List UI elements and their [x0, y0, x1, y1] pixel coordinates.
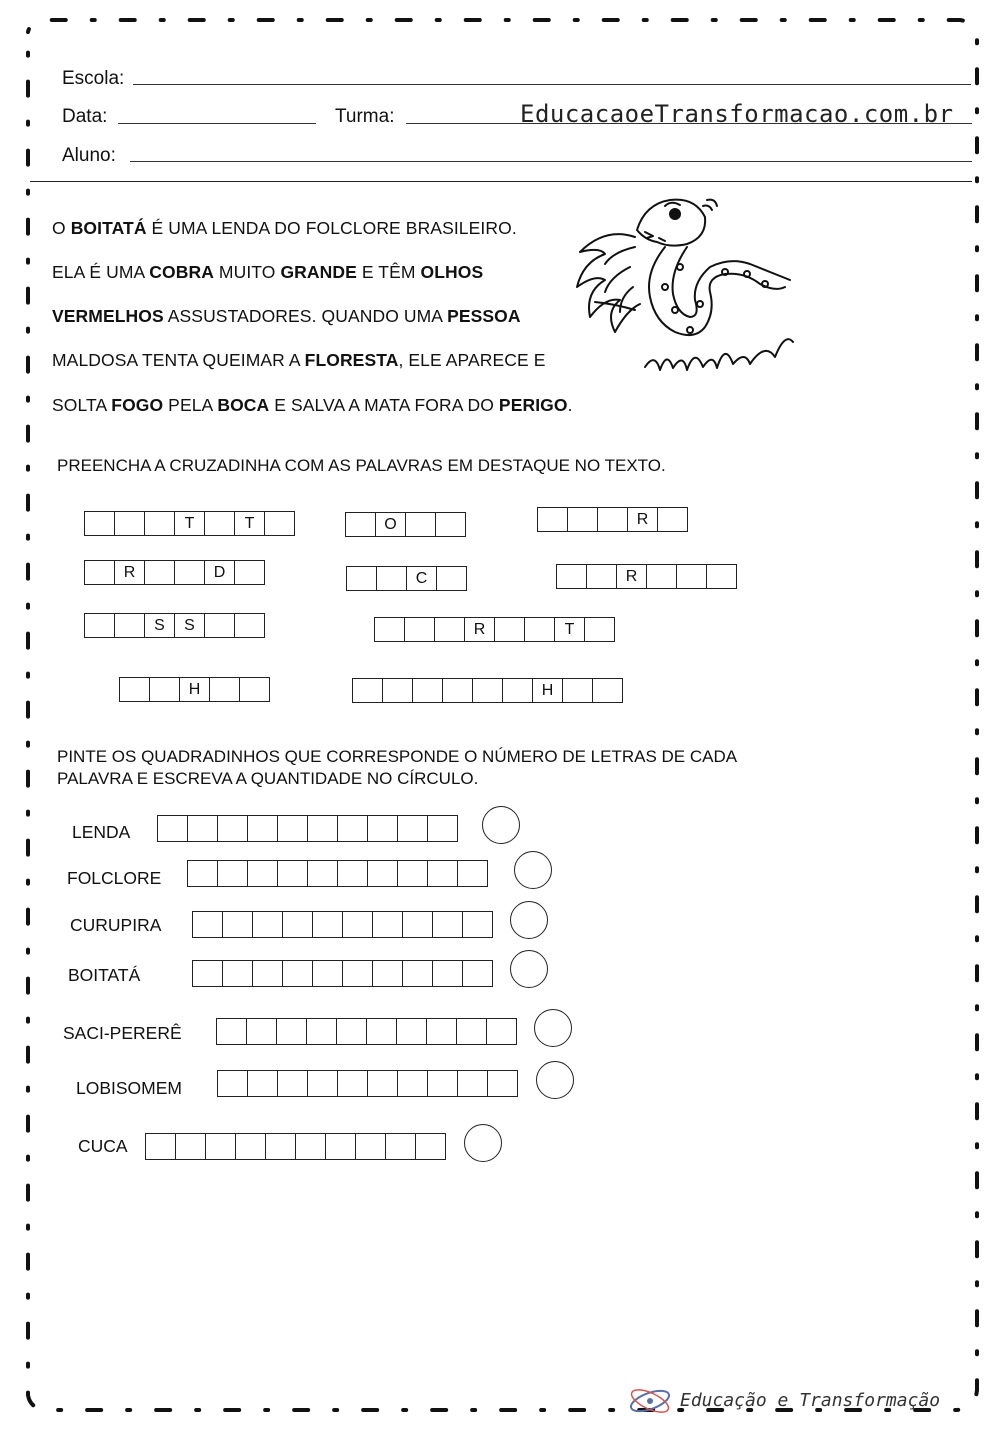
letter-box[interactable]	[397, 1070, 428, 1097]
crossword-instruction: PREENCHA A CRUZADINHA COM AS PALAVRAS EM DESTAQUE NO TEXTO.	[57, 456, 666, 475]
crossword-cell[interactable]	[204, 511, 235, 536]
letter-box[interactable]	[222, 911, 253, 938]
crossword-cell[interactable]	[84, 560, 115, 585]
letter-box[interactable]	[252, 911, 283, 938]
story-line-4: MALDOSA TENTA QUEIMAR A FLORESTA, ELE APARECE E	[52, 350, 546, 370]
student-field[interactable]	[130, 161, 972, 162]
crossword-word-9[interactable]	[119, 677, 270, 702]
letter-box[interactable]	[462, 911, 493, 938]
letter-box[interactable]	[456, 1018, 487, 1045]
letter-box[interactable]	[367, 815, 398, 842]
crossword-cell[interactable]	[114, 613, 145, 638]
crossword-cell[interactable]	[584, 617, 615, 642]
letter-box[interactable]	[282, 911, 313, 938]
brand-name: Educação e Transformação	[680, 1390, 941, 1411]
letter-box[interactable]	[277, 860, 308, 887]
crossword-cell[interactable]	[174, 560, 205, 585]
letter-box[interactable]	[367, 860, 398, 887]
story-line-3: VERMELHOS ASSUSTADORES. QUANDO UMA PESSOA	[52, 306, 521, 326]
crossword-cell[interactable]	[376, 566, 407, 591]
letter-box[interactable]	[402, 960, 433, 987]
letter-boxes-lenda[interactable]	[157, 815, 458, 842]
letter-box[interactable]	[372, 960, 403, 987]
letter-box[interactable]	[235, 1133, 266, 1160]
letter-box[interactable]	[145, 1133, 176, 1160]
crossword-cell[interactable]	[405, 512, 436, 537]
crossword-cell[interactable]: O	[375, 512, 406, 537]
crossword-cell[interactable]	[586, 564, 617, 589]
crossword-cell[interactable]	[597, 507, 628, 532]
story-line-5: SOLTA FOGO PELA BOCA E SALVA A MATA FORA DO PERIGO.	[52, 395, 573, 415]
letter-box[interactable]	[217, 1070, 248, 1097]
crossword-cell[interactable]	[144, 511, 175, 536]
letter-boxes-curupira[interactable]	[192, 911, 493, 938]
count-circle-folclore[interactable]	[514, 851, 552, 889]
crossword-cell[interactable]	[472, 678, 503, 703]
letter-box[interactable]	[312, 960, 343, 987]
letter-box[interactable]	[217, 815, 248, 842]
crossword-cell[interactable]: D	[204, 560, 235, 585]
letter-boxes-folclore[interactable]	[187, 860, 488, 887]
letter-box[interactable]	[276, 1018, 307, 1045]
counting-instruction: PINTE OS QUADRADINHOS QUE CORRESPONDE O NÚMERO DE LETRAS DE CADA PALAVRA E ESCREVA A QUANTIDADE NO CÍRCULO.	[57, 747, 737, 788]
crossword-cell[interactable]	[567, 507, 598, 532]
letter-box[interactable]	[457, 860, 488, 887]
letter-box[interactable]	[372, 911, 403, 938]
letter-boxes-boitata[interactable]	[192, 960, 493, 987]
letter-box[interactable]	[277, 1070, 308, 1097]
letter-box[interactable]	[246, 1018, 277, 1045]
letter-box[interactable]	[427, 815, 458, 842]
crossword-cell[interactable]: R	[114, 560, 145, 585]
letter-box[interactable]	[295, 1133, 326, 1160]
crossword-word-10[interactable]	[352, 678, 623, 703]
letter-box[interactable]	[222, 960, 253, 987]
crossword-cell[interactable]	[209, 677, 240, 702]
word-label-folclore: FOLCLORE	[67, 868, 162, 888]
student-label: Aluno:	[62, 145, 116, 166]
letter-box[interactable]	[402, 911, 433, 938]
crossword-cell[interactable]	[676, 564, 707, 589]
letter-box[interactable]	[157, 815, 188, 842]
header-divider	[30, 181, 972, 182]
count-circle-lenda[interactable]	[482, 806, 520, 844]
letter-box[interactable]	[217, 860, 248, 887]
letter-box[interactable]	[325, 1133, 356, 1160]
letter-box[interactable]	[216, 1018, 247, 1045]
school-label: Escola:	[62, 68, 125, 89]
crossword-cell[interactable]	[264, 511, 295, 536]
crossword-cell[interactable]	[144, 560, 175, 585]
letter-box[interactable]	[337, 860, 368, 887]
letter-box[interactable]	[336, 1018, 367, 1045]
crossword-word-3[interactable]	[537, 507, 688, 532]
crossword-cell[interactable]	[84, 613, 115, 638]
crossword-cell[interactable]: H	[532, 678, 563, 703]
crossword-cell[interactable]	[412, 678, 443, 703]
word-label-boitata: BOITATÁ	[68, 965, 141, 985]
letter-box[interactable]	[457, 1070, 488, 1097]
letter-box[interactable]	[337, 1070, 368, 1097]
crossword-cell[interactable]	[434, 617, 465, 642]
letter-box[interactable]	[247, 1070, 278, 1097]
letter-box[interactable]	[337, 815, 368, 842]
crossword-cell[interactable]	[562, 678, 593, 703]
date-label: Data:	[62, 106, 108, 127]
letter-box[interactable]	[265, 1133, 296, 1160]
letter-box[interactable]	[462, 960, 493, 987]
crossword-cell[interactable]	[502, 678, 533, 703]
letter-box[interactable]	[277, 815, 308, 842]
letter-box[interactable]	[307, 815, 338, 842]
letter-box[interactable]	[486, 1018, 517, 1045]
crossword-cell[interactable]	[119, 677, 150, 702]
crossword-cell[interactable]	[657, 507, 688, 532]
letter-box[interactable]	[366, 1018, 397, 1045]
crossword-cell[interactable]: T	[174, 511, 205, 536]
crossword-cell[interactable]: R	[627, 507, 658, 532]
crossword-cell[interactable]: S	[144, 613, 175, 638]
word-label-saci-perere: SACI-PERERÊ	[63, 1023, 182, 1043]
brand-logo-icon	[628, 1385, 674, 1417]
letter-boxes-saci-perere[interactable]	[216, 1018, 517, 1045]
crossword-cell[interactable]: T	[234, 511, 265, 536]
crossword-cell[interactable]	[352, 678, 383, 703]
count-circle-boitata[interactable]	[510, 950, 548, 988]
count-circle-cuca[interactable]	[464, 1124, 502, 1162]
letter-box[interactable]	[367, 1070, 398, 1097]
letter-box[interactable]	[247, 815, 278, 842]
crossword-cell[interactable]	[646, 564, 677, 589]
boitata-serpent-icon	[575, 192, 800, 382]
count-circle-saci-perere[interactable]	[534, 1009, 572, 1047]
crossword-cell[interactable]: R	[464, 617, 495, 642]
letter-box[interactable]	[252, 960, 283, 987]
letter-boxes-cuca[interactable]	[145, 1133, 446, 1160]
crossword-cell[interactable]: T	[554, 617, 585, 642]
count-circle-curupira[interactable]	[510, 901, 548, 939]
count-circle-lobisomem[interactable]	[536, 1061, 574, 1099]
crossword-cell[interactable]	[442, 678, 473, 703]
letter-box[interactable]	[247, 860, 278, 887]
crossword-word-4[interactable]	[84, 560, 265, 585]
word-label-curupira: CURUPIRA	[70, 915, 162, 935]
letter-box[interactable]	[342, 960, 373, 987]
word-label-lobisomem: LOBISOMEM	[76, 1078, 182, 1098]
letter-box[interactable]	[307, 1070, 338, 1097]
crossword-cell[interactable]	[239, 677, 270, 702]
story-line-2: ELA É UMA COBRA MUITO GRANDE E TÊM OLHOS	[52, 262, 484, 282]
letter-box[interactable]	[415, 1133, 446, 1160]
letter-box[interactable]	[432, 911, 463, 938]
crossword-cell[interactable]	[556, 564, 587, 589]
crossword-cell[interactable]	[84, 511, 115, 536]
letter-box[interactable]	[487, 1070, 518, 1097]
letter-box[interactable]	[187, 860, 218, 887]
crossword-word-2[interactable]	[345, 512, 466, 537]
letter-box[interactable]	[355, 1133, 386, 1160]
letter-box[interactable]	[306, 1018, 337, 1045]
crossword-cell[interactable]	[374, 617, 405, 642]
letter-box[interactable]	[396, 1018, 427, 1045]
date-field[interactable]	[118, 123, 316, 124]
crossword-cell[interactable]	[524, 617, 555, 642]
letter-box[interactable]	[385, 1133, 416, 1160]
crossword-cell[interactable]	[592, 678, 623, 703]
letter-box[interactable]	[282, 960, 313, 987]
letter-box[interactable]	[427, 860, 458, 887]
crossword-cell[interactable]	[114, 511, 145, 536]
class-label: Turma:	[335, 106, 395, 127]
crossword-cell[interactable]	[706, 564, 737, 589]
crossword-cell[interactable]	[234, 560, 265, 585]
word-label-cuca: CUCA	[78, 1136, 128, 1156]
crossword-cell[interactable]	[404, 617, 435, 642]
crossword-word-1[interactable]	[84, 511, 295, 536]
school-field[interactable]	[133, 84, 971, 85]
crossword-cell[interactable]	[436, 566, 467, 591]
crossword-cell[interactable]	[149, 677, 180, 702]
story-line-1: O BOITATÁ É UMA LENDA DO FOLCLORE BRASILEIRO.	[52, 218, 517, 238]
letter-box[interactable]	[205, 1133, 236, 1160]
crossword-cell[interactable]: R	[616, 564, 647, 589]
letter-box[interactable]	[307, 860, 338, 887]
letter-box[interactable]	[432, 960, 463, 987]
letter-box[interactable]	[192, 911, 223, 938]
crossword-cell[interactable]	[435, 512, 466, 537]
letter-box[interactable]	[175, 1133, 206, 1160]
crossword-cell[interactable]	[234, 613, 265, 638]
crossword-cell[interactable]	[204, 613, 235, 638]
letter-box[interactable]	[397, 860, 428, 887]
word-label-lenda: LENDA	[72, 822, 131, 842]
crossword-cell[interactable]: H	[179, 677, 210, 702]
letter-box[interactable]	[187, 815, 218, 842]
crossword-cell[interactable]	[537, 507, 568, 532]
letter-boxes-lobisomem[interactable]	[217, 1070, 518, 1097]
letter-box[interactable]	[192, 960, 223, 987]
crossword-word-6[interactable]	[556, 564, 737, 589]
letter-box[interactable]	[312, 911, 343, 938]
crossword-cell[interactable]	[494, 617, 525, 642]
crossword-cell[interactable]: S	[174, 613, 205, 638]
letter-box[interactable]	[342, 911, 373, 938]
crossword-cell[interactable]	[345, 512, 376, 537]
crossword-word-8[interactable]	[374, 617, 615, 642]
letter-box[interactable]	[397, 815, 428, 842]
letter-box[interactable]	[426, 1018, 457, 1045]
letter-box[interactable]	[427, 1070, 458, 1097]
website-watermark: EducacaoeTransformacao.com.br	[520, 100, 954, 128]
crossword-cell[interactable]	[346, 566, 377, 591]
crossword-word-7[interactable]	[84, 613, 265, 638]
crossword-cell[interactable]	[382, 678, 413, 703]
crossword-cell[interactable]: C	[406, 566, 437, 591]
crossword-word-5[interactable]	[346, 566, 467, 591]
